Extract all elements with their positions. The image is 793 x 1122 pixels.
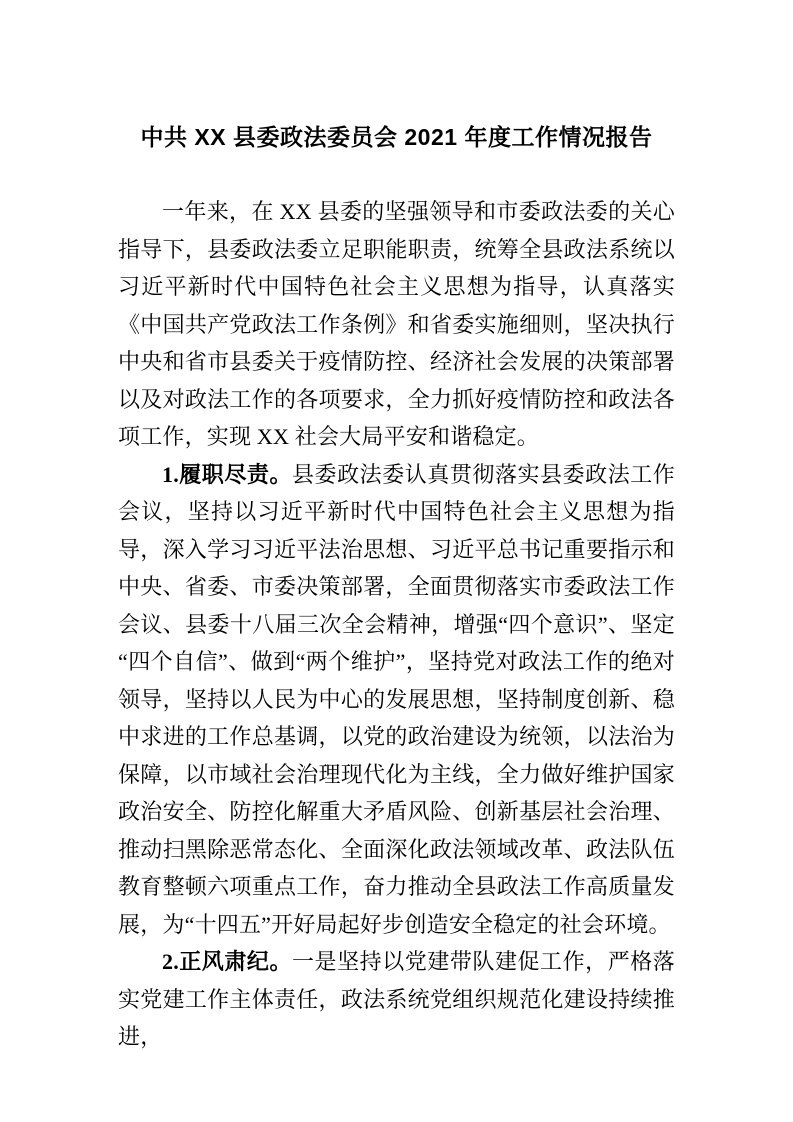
paragraph-lead: 1.履职尽责。	[162, 461, 292, 487]
paragraph	[118, 456, 675, 944]
paragraph	[118, 193, 675, 456]
paragraph-lead: 2.正风肃纪。	[162, 949, 292, 974]
paragraph-text: 一年来，在 XX 县委的坚强领导和市委政法委的关心指导下，县委政法委立足职能职责，统筹全县政法系统以习近平新时代中国特色社会主义思想为指导，认真落实《中国共产党政法工作条例》和省委实施细则，坚决执行中央和省市县委关于疫情防控、经济社会发展的决策部署以及对政法工作的各项要求，全力抓好疫情防控和政法各项工作，实现 XX 社会大局平安和谐稳定。	[118, 199, 675, 449]
paragraph	[118, 943, 675, 1056]
document-body	[118, 193, 675, 1056]
paragraph-text: 县委政法委认真贯彻落实县委政法工作会议，坚持以习近平新时代中国特色社会主义思想为指导，深入学习习近平法治思想、习近平总书记重要指示和中央、省委、市委决策部署，全面贯彻落实市委政法工作会议、县委十八届三次全会精神，增强“四个意识”、坚定“四个自信”、做到“两个维护”，坚持党对政法工作的绝对领导，坚持以人民为中心的发展思想，坚持制度创新、稳中求进的工作总基调，以党的政治建设为统领，以法治为保障，以市域社会治理现代化为主线，全力做好维护国家政治安全、防控化解重大矛盾风险、创新基层社会治理、推动扫黑除恶常态化、全面深化政法领域改革、政法队伍教育整顿六项重点工作，奋力推动全县政法工作高质量发展，为“十四五”开好局起好步创造安全稳定的社会环境。	[118, 461, 675, 937]
paragraph-text: 一是坚持以党建带队建促工作，严格落实党建工作主体责任，政法系统党组织规范化建设持续推进，	[118, 949, 675, 1049]
document-title: 中共 XX 县委政法委员会 2021 年度工作情况报告	[140, 124, 653, 150]
